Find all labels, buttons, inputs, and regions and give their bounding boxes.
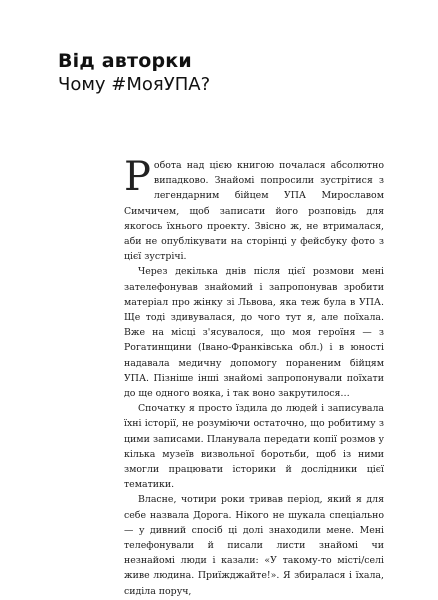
drop-cap: Р xyxy=(124,154,151,200)
paragraph-4: Власне, чотири роки тривав період, який я для себе назвала Дорога. Нікого не шукала спеціально — у дивний спосіб ці долі знаходили мене. Мені телефонували й писали листи знайомі чи незнайомі люди і казали: «У такому-то місті/селі живе людина. Приїжджайте!». Я збиралася і їхала, сиділа поруч, xyxy=(124,494,384,597)
paragraph-1-text: обота над цією книгою почалася абсолютно випадково. Знайомі попросили зустрітися з легендарним бійцем УПА Мирославом Симчичем, щоб записати його розповідь для якогось їхнього проекту. Звісно ж, не втрималася, аби не опублікувати на сторінці у фейсбуку фото з цієї зустрічі. xyxy=(124,160,384,263)
chapter-heading xyxy=(58,50,398,96)
body-text xyxy=(124,154,384,599)
chapter-title: Від авторки xyxy=(58,50,192,72)
paragraph-2: Через декілька днів після цієї розмови мені зателефонував знайомий і запропонував зробити матеріал про жінку зі Львова, яка теж була в УПА. Ще тоді здивувалася, до чого тут я, але поїхала. Вже на місці з'ясувалося, що моя героїня — з Рогатинщини (Івано-Франківська обл.) і в юності надавала медичну допомогу пораненим бійцям УПА. Пізніше інші знайомі запропонували поїхати до ще одного вояка, і так воно закрутилося… xyxy=(124,266,384,400)
chapter-subtitle: Чому #МояУПА? xyxy=(58,74,211,95)
paragraph-3: Спочатку я просто їздила до людей і записувала їхні історії, не розуміючи остаточно, що робитиму з цими записами. Планувала передати копії розмов у кілька музеїв визвольної боротьби, щоб із ними змогли працювати історики й дослідники цієї тематики. xyxy=(124,403,384,491)
paragraph-1 xyxy=(124,154,384,264)
